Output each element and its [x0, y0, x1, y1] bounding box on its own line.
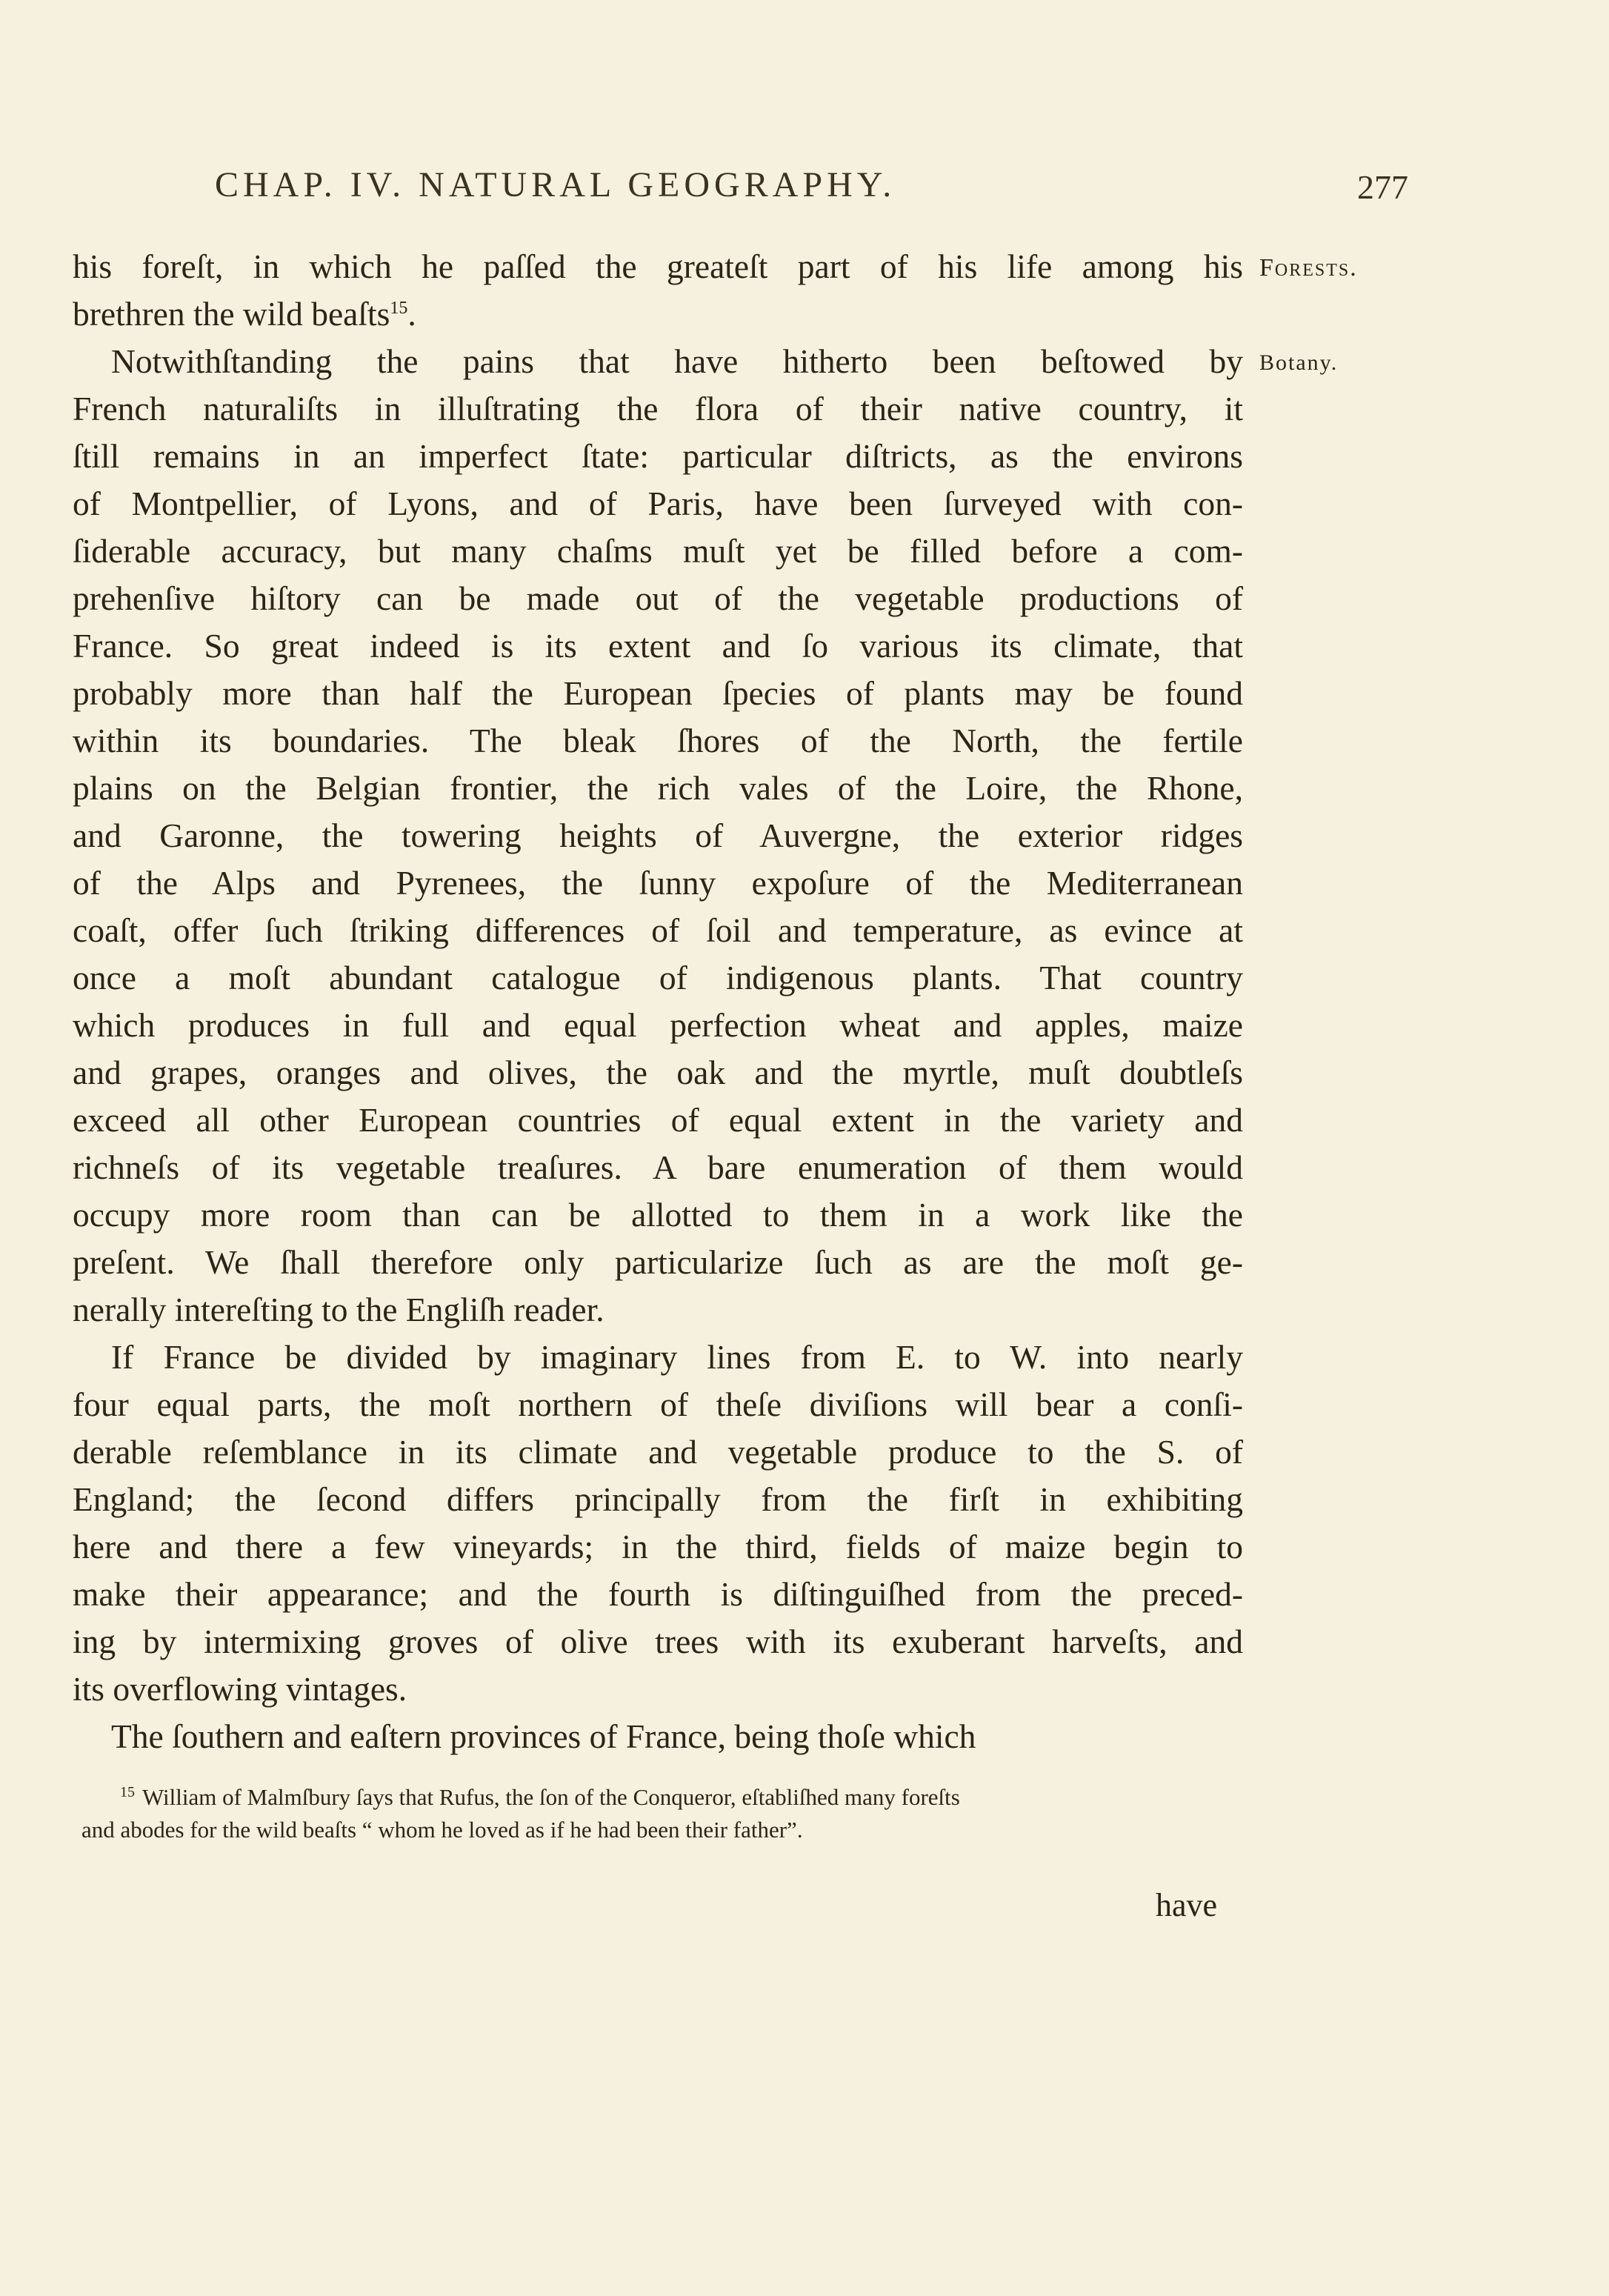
margin-note-forests: Forests. — [1259, 254, 1358, 282]
footnote-line — [81, 1814, 1237, 1846]
text-line — [73, 859, 1243, 907]
page-number: 277 — [1357, 168, 1408, 206]
text-line-content: within its boundaries. The bleak ſhores of the North, the fertile — [73, 722, 1243, 759]
text-line — [73, 1191, 1243, 1239]
text-line-content: occupy more room than can be allotted to them in a work like the — [73, 1196, 1243, 1234]
text-line-content: nerally intereſting to the Engliſh reader. — [73, 1291, 604, 1328]
text-line-content: and grapes, oranges and olives, the oak and the myrtle, muſt doubtleſs — [73, 1054, 1243, 1091]
text-line-content: exceed all other European countries of equal extent in the variety and — [73, 1101, 1243, 1139]
text-line — [73, 433, 1243, 480]
text-line — [73, 954, 1243, 1002]
running-head: CHAP. IV. NATURAL GEOGRAPHY. — [215, 165, 896, 204]
text-line — [73, 670, 1243, 717]
text-line-content: once a moſt abundant catalogue of indigenous plants. That country — [73, 959, 1243, 996]
text-line — [73, 717, 1243, 765]
text-line-content: of the Alps and Pyrenees, the ſunny expoſure of the Mediterranean — [73, 864, 1243, 902]
text-line — [73, 243, 1243, 290]
text-line — [73, 290, 1243, 338]
footnote-block — [81, 1781, 1237, 1846]
text-line — [73, 385, 1243, 433]
body-text — [73, 243, 1243, 1760]
text-line-content: The ſouthern and eaſtern provinces of France, being thoſe which — [111, 1717, 976, 1755]
text-line — [73, 1666, 1243, 1713]
text-line-content: and Garonne, the towering heights of Auvergne, the exterior ridges — [73, 816, 1243, 854]
text-line — [73, 1381, 1243, 1428]
text-line-content: England; the ſecond differs principally from the firſt in exhibiting — [73, 1480, 1243, 1518]
text-line-content: his foreſt, in which he paſſed the greateſt part of his life among his — [73, 247, 1243, 285]
text-line — [73, 1239, 1243, 1286]
text-line — [73, 1334, 1243, 1381]
text-line — [73, 528, 1243, 575]
footnote-reference: 15 — [390, 298, 408, 318]
text-line-content: make their appearance; and the fourth is diſtinguiſhed from the preced- — [73, 1575, 1243, 1613]
text-line-content: preſent. We ſhall therefore only particularize ſuch as are the moſt ge- — [73, 1243, 1243, 1281]
text-line — [73, 812, 1243, 859]
text-line — [73, 1428, 1243, 1476]
text-line-content: France. So great indeed is its extent and ſo various its climate, that — [73, 627, 1243, 665]
text-line — [73, 480, 1243, 528]
text-line — [73, 1286, 1243, 1334]
text-line-content: here and there a few vineyards; in the third, fields of maize begin to — [73, 1528, 1243, 1565]
text-line — [73, 1618, 1243, 1666]
catchword: have — [1156, 1887, 1218, 1923]
text-line-content: brethren the wild beaſts — [73, 295, 390, 333]
text-line-content: If France be divided by imaginary lines from E. to W. into nearly — [111, 1338, 1243, 1376]
text-line-content: four equal parts, the moſt northern of theſe diviſions will bear a conſi- — [73, 1385, 1243, 1423]
text-line-content: French naturaliſts in illuſtrating the flora of their native country, it — [73, 390, 1243, 427]
text-line-content: coaſt, offer ſuch ſtriking differences of ſoil and temperature, as evince at — [73, 911, 1243, 949]
text-line-content: probably more than half the European ſpecies of plants may be found — [73, 674, 1243, 712]
footnote-number: 15 — [120, 1783, 135, 1800]
text-line-content: Notwithſtanding the pains that have hitherto been beſtowed by — [111, 342, 1243, 380]
text-line-content: of Montpellier, of Lyons, and of Paris, have been ſurveyed with con- — [73, 485, 1243, 522]
text-line-content: its overflowing vintages. — [73, 1670, 407, 1708]
text-line-content: prehenſive hiſtory can be made out of the vegetable productions of — [73, 579, 1243, 617]
text-line — [73, 1049, 1243, 1097]
footnote-line — [81, 1781, 1237, 1814]
text-line-content: derable reſemblance in its climate and vegetable produce to the S. of — [73, 1433, 1243, 1471]
text-line — [73, 1476, 1243, 1523]
text-line-content: ſtill remains in an imperfect ſtate: particular diſtricts, as the environs — [73, 437, 1243, 475]
text-line-content: richneſs of its vegetable treaſures. A bare enumeration of them would — [73, 1148, 1243, 1186]
text-line — [73, 338, 1243, 385]
text-line — [73, 1002, 1243, 1049]
text-line — [73, 1713, 1243, 1760]
footnote-text-1: William of Malmſbury ſays that Rufus, the ſon of the Conqueror, eſtabliſhed many foreſts — [142, 1784, 960, 1810]
text-line-content: which produces in full and equal perfection wheat and apples, maize — [73, 1006, 1243, 1044]
text-line-punctuation: . — [407, 295, 416, 333]
text-line — [73, 765, 1243, 812]
text-line — [73, 1144, 1243, 1191]
text-line — [73, 907, 1243, 954]
text-line — [73, 1571, 1243, 1618]
footnote-text-2: and abodes for the wild beaſts “ whom he loved as if he had been their father”. — [81, 1817, 803, 1843]
text-line-content: ſiderable accuracy, but many chaſms muſt yet be filled before a com- — [73, 532, 1243, 570]
text-line-content: ing by intermixing groves of olive trees with its exuberant harveſts, and — [73, 1623, 1243, 1660]
text-line — [73, 622, 1243, 670]
margin-note-botany: Botany. — [1259, 350, 1339, 375]
text-line — [73, 1097, 1243, 1144]
text-line — [73, 1523, 1243, 1571]
text-line — [73, 575, 1243, 622]
text-line-content: plains on the Belgian frontier, the rich vales of the Loire, the Rhone, — [73, 769, 1243, 807]
